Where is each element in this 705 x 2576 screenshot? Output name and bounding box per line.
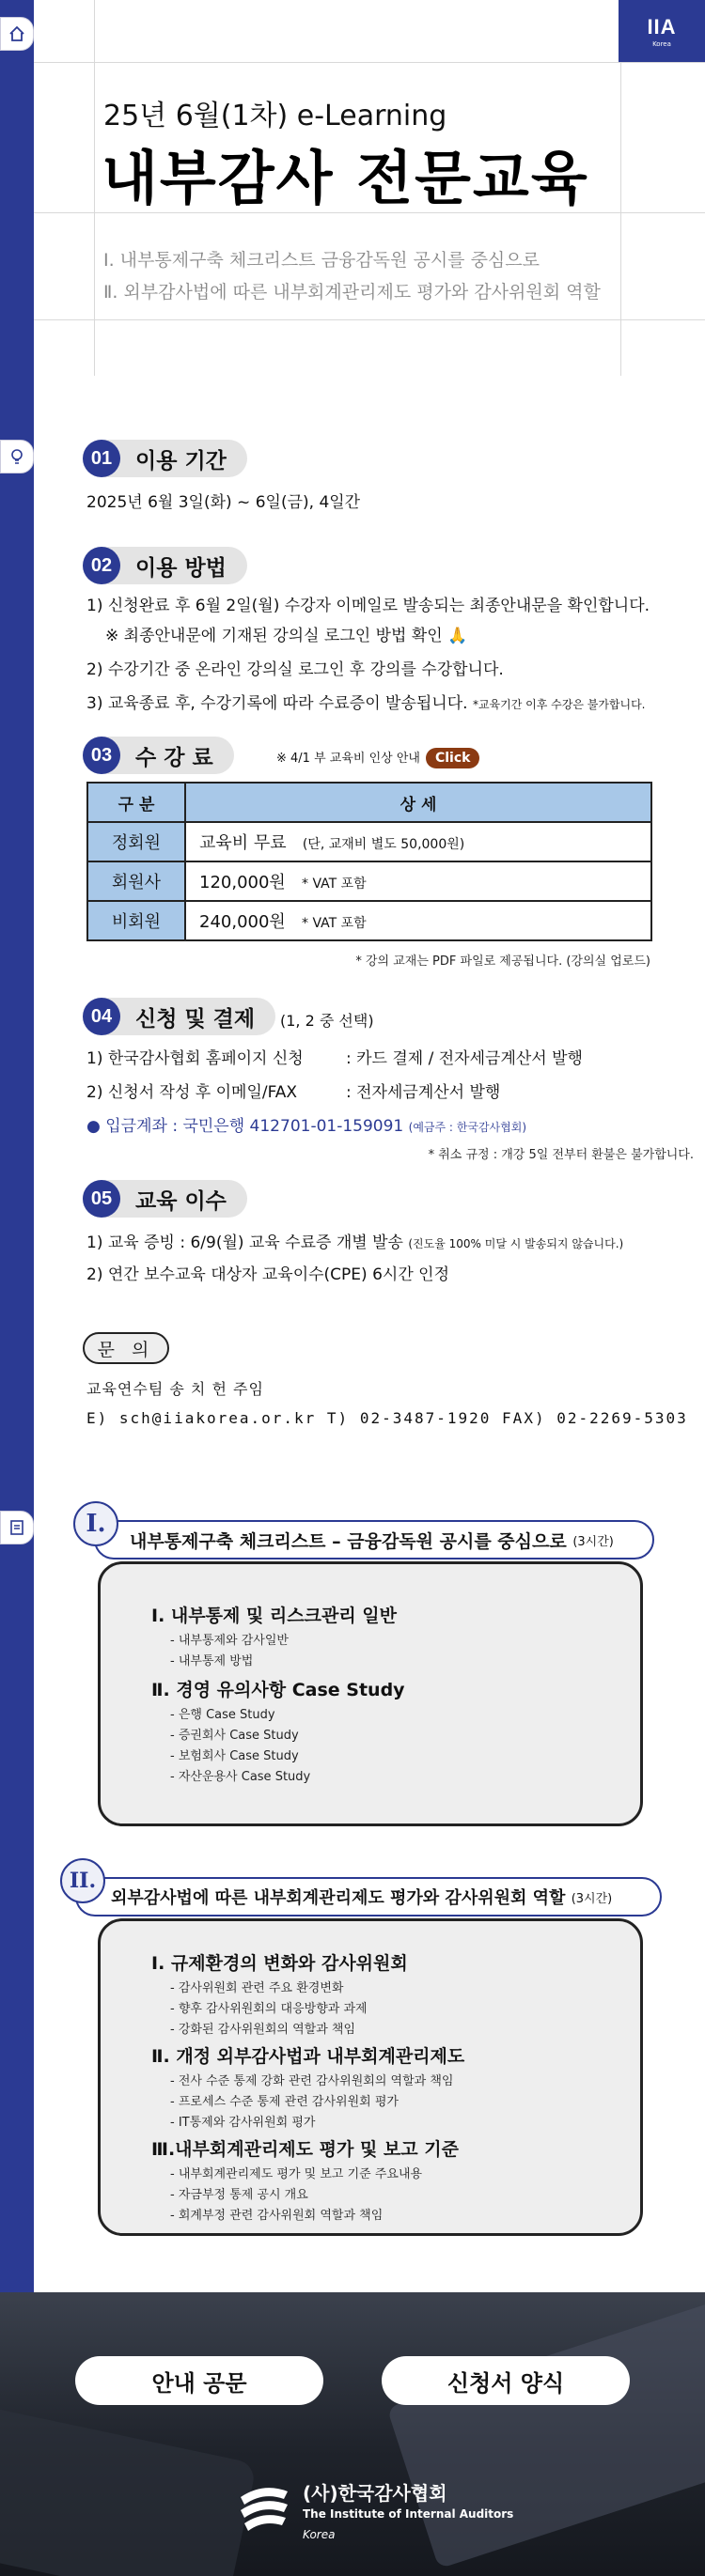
table-header-detail: 상 세 [185, 783, 651, 822]
org-name-korean: (사)한국감사협회 [303, 2482, 447, 2505]
apply-line-1: 1) 한국감사협회 홈페이지 신청 [86, 1049, 304, 1068]
org-name-english: The Institute of Internal Auditors [303, 2507, 514, 2521]
completion-line-1 [86, 1229, 623, 1252]
topic-line-1: Ⅰ. 내부통제구축 체크리스트 금융감독원 공시를 중심으로 [103, 250, 540, 271]
section-title: 교육 이수 [135, 1188, 227, 1214]
course-2-item: - 내부회계관리제도 평가 및 보고 기준 주요내용 [170, 2167, 423, 2181]
org-country: Korea [303, 2528, 336, 2541]
course-2-group-heading: Ⅲ.내부회계관리제도 평가 및 보고 기준 [151, 2139, 459, 2160]
row-value [185, 901, 651, 940]
apply-line-2: 2) 신청서 작성 후 이메일/FAX [86, 1083, 298, 1102]
course-2-header [75, 1877, 662, 1916]
course-document-icon [0, 1511, 34, 1544]
section-number: 03 [83, 737, 120, 774]
inquiry-label: 문 의 [83, 1332, 169, 1364]
section-number: 05 [83, 1180, 120, 1218]
inquiry-team: 교육연수팀 송 치 헌 주임 [86, 1380, 264, 1398]
topic-line-2: Ⅱ. 외부감사법에 따른 내부회계관리제도 평가와 감사위원회 역할 [103, 282, 601, 303]
section-03-header [83, 737, 234, 774]
course-1-roman: I. [73, 1501, 118, 1546]
row-label: 정회원 [87, 822, 185, 861]
iia-emblem-icon [235, 2478, 293, 2535]
iia-logo [619, 0, 705, 62]
fee-notice-click-button[interactable]: Click [426, 748, 479, 768]
course-1-item: - 은행 Case Study [170, 1708, 275, 1722]
course-2-item: - 프로세스 수준 통제 관련 감사위원회 평가 [170, 2095, 399, 2109]
section-05-header [83, 1180, 247, 1218]
course-1-item: - 보험회사 Case Study [170, 1749, 299, 1763]
fee-note: (단, 교재비 별도 50,000원) [302, 837, 465, 852]
course-1-item: - 증권회사 Case Study [170, 1729, 299, 1743]
bank-account-text: ● 입금계좌 : 국민은행 412701-01-159091 [86, 1117, 404, 1136]
textbook-footnote: * 강의 교재는 PDF 파일로 제공됩니다. (강의실 업로드) [355, 954, 650, 969]
course-2-item: - 강화된 감사위원회의 역할과 책임 [170, 2023, 356, 2037]
course-2-roman: II. [60, 1858, 105, 1903]
section-number: 01 [83, 440, 120, 477]
course-2-item: - 자금부정 통제 공시 개요 [170, 2188, 308, 2202]
fee-table [86, 782, 652, 941]
application-form-button[interactable]: 신청서 양식 [382, 2356, 630, 2405]
section-01-header [83, 440, 247, 477]
home-icon[interactable] [0, 17, 34, 51]
background-photo-shape [0, 2406, 257, 2576]
fee-value: 교육비 무료 [199, 833, 287, 853]
method-line-3 [86, 690, 646, 713]
course-2-item: - IT통제와 감사위원회 평가 [170, 2116, 316, 2130]
table-row [87, 822, 651, 861]
fee-notice-text: ※ 4/1 부 교육비 인상 안내 [276, 752, 420, 766]
fee-note: * VAT 포함 [302, 916, 367, 931]
section-04-note: (1, 2 중 선택) [280, 1012, 374, 1030]
usage-period: 2025년 6월 3일(화) ~ 6일(금), 4일간 [86, 493, 361, 512]
section-title: 수 강 료 [135, 745, 213, 770]
completion-line-1-text: 1) 교육 증빙 : 6/9(월) 교육 수료증 개별 발송 [86, 1234, 403, 1252]
completion-line-2: 2) 연간 보수교육 대상자 교육이수(CPE) 6시간 인정 [86, 1265, 449, 1284]
notice-document-button[interactable]: 안내 공문 [75, 2356, 323, 2405]
footer-banner [0, 2292, 705, 2576]
section-04-header [83, 998, 275, 1035]
course-2-item: - 전사 수준 통제 강화 관련 감사위원회의 역할과 책임 [170, 2074, 454, 2088]
grid-line [34, 319, 705, 320]
footer-logo [235, 2478, 513, 2541]
method-line-2: 2) 수강기간 중 온라인 강의실 로그인 후 강의를 수강합니다. [86, 660, 504, 679]
course-1-box [98, 1561, 643, 1826]
logo-sub-text: Korea [652, 39, 671, 48]
course-1-group-heading: Ⅰ. 내부통제 및 리스크관리 일반 [151, 1606, 397, 1626]
table-header-category: 구 분 [87, 783, 185, 822]
course-1-title: 내부통제구축 체크리스트 – 금융감독원 공시를 중심으로 [130, 1530, 567, 1552]
account-holder: (예금주 : 한국감사협회) [408, 1121, 527, 1134]
left-sidebar-bar [0, 0, 34, 2292]
section-title: 이용 방법 [135, 555, 227, 581]
method-line-1: 1) 신청완료 후 6월 2일(월) 수강자 이메일로 발송되는 최종안내문을 확인합니다. [86, 597, 650, 615]
method-line-1-note: ※ 최종안내문에 기재된 강의실 로그인 방법 확인 🙏 [105, 627, 468, 645]
course-1-hours: (3시간) [572, 1534, 614, 1549]
apply-line-2-detail: : 전자세금계산서 발행 [346, 1083, 501, 1102]
bank-account [86, 1112, 526, 1136]
table-header-row [87, 783, 651, 822]
row-value [185, 861, 651, 901]
section-title: 이용 기간 [135, 448, 227, 473]
course-1-item: - 자산운용사 Case Study [170, 1770, 311, 1784]
method-line-3-note: *교육기간 이후 수강은 불가합니다. [472, 698, 646, 711]
completion-line-1-note: (진도율 100% 미달 시 발송되지 않습니다.) [408, 1237, 624, 1250]
section-number: 04 [83, 998, 120, 1035]
course-1-item: - 내부통제 방법 [170, 1654, 254, 1668]
logo-text: IIA [647, 14, 677, 39]
fee-value: 120,000원 [199, 873, 286, 892]
lightbulb-icon [0, 440, 34, 473]
section-title: 신청 및 결제 [135, 1006, 256, 1032]
course-2-group-heading: Ⅱ. 개정 외부감사법과 내부회계관리제도 [151, 2046, 465, 2067]
course-2-item: - 회계부정 관련 감사위원회 역할과 책임 [170, 2209, 384, 2223]
method-line-3-text: 3) 교육종료 후, 수강기록에 따라 수료증이 발송됩니다. [86, 694, 468, 713]
course-1-item: - 내부통제와 감사일반 [170, 1634, 289, 1648]
section-02-header [83, 547, 247, 584]
apply-line-1-detail: : 카드 결제 / 전자세금계산서 발행 [346, 1049, 583, 1068]
fee-note: * VAT 포함 [302, 877, 367, 892]
row-label: 회원사 [87, 861, 185, 901]
page-title: 내부감사 전문교육 [102, 144, 589, 212]
course-2-group-heading: Ⅰ. 규제환경의 변화와 감사위원회 [151, 1953, 408, 1974]
course-1-group-heading: Ⅱ. 경영 유의사항 Case Study [151, 1680, 405, 1700]
course-2-item: - 감사위원회 관련 주요 환경변화 [170, 1981, 344, 1995]
row-value [185, 822, 651, 861]
grid-line [34, 62, 705, 63]
section-number: 02 [83, 547, 120, 584]
table-row [87, 901, 651, 940]
refund-policy: * 취소 규정 : 개강 5일 전부터 환불은 불가합니다. [428, 1148, 694, 1162]
table-row [87, 861, 651, 901]
course-1-header [94, 1520, 654, 1560]
course-2-box [98, 1918, 643, 2236]
course-2-item: - 향후 감사위원회의 대응방향과 과제 [170, 2002, 368, 2016]
fee-value: 240,000원 [199, 912, 286, 932]
inquiry-contact: E) sch@iiakorea.or.kr T) 02-3487-1920 FAX) 02-2269-5303 [86, 1409, 688, 1427]
course-2-hours: (3시간) [571, 1891, 613, 1906]
fee-notice [276, 748, 479, 768]
course-2-title: 외부감사법에 따른 내부회계관리제도 평가와 감사위원회 역할 [111, 1888, 566, 1908]
title-subtitle: 25년 6월(1차) e-Learning [103, 100, 447, 132]
row-label: 비회원 [87, 901, 185, 940]
